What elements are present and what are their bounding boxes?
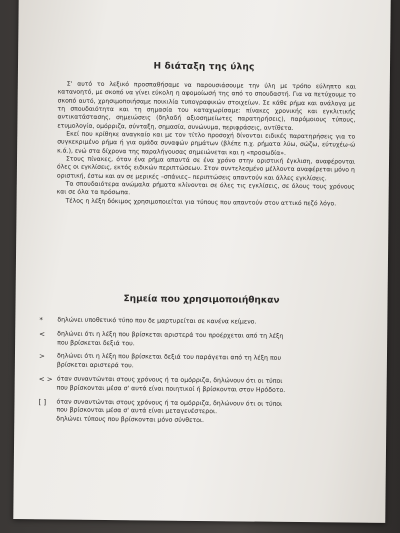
- book-page: [13, 0, 390, 523]
- legend-text: δηλώνει ότι η λέξη που βρίσκεται αριστερά του προέρχεται από τη λέξη: [57, 330, 284, 340]
- legend-symbol: >: [38, 352, 45, 361]
- legend-text: που βρίσκονται μέσα σ' αυτά είναι ποιητικοί ή βρίσκονται στον Ηρόδοτο.: [56, 384, 286, 394]
- legend-item-less-than: [39, 330, 359, 351]
- paragraph-2: Εκεί που κρίθηκε αναγκαίο και με τον τίτλο προσοχή δίνονται ειδικές παρατηρήσεις για το συγκεκριμένο ρήμα ή για ομάδα συναφών ρημάτων (βλέπε π.χ. ρήματα λύω, σώζω, εύτυχέω-ώ κ.ά.), ενώ στα δίχρονα της παραλήγουσας σημειώνεται και η «προσωδία».: [57, 130, 356, 157]
- legend-item-greater-than: [39, 353, 359, 374]
- legend-text: που βρίσκονται μέσα σ' αυτά είναι μεταγενέστεροι.: [56, 406, 218, 416]
- legend-item-angle-brackets: [39, 375, 359, 396]
- legend-item-square-brackets: [38, 398, 358, 427]
- legend-symbol: <: [39, 330, 46, 339]
- legend-symbol: [ ]: [38, 397, 47, 407]
- legend-text: δηλώνει τύπους που βρίσκονται μόνο σύνθετοι.: [56, 415, 205, 425]
- section-title-layout: Η διάταξη της ύλης: [153, 61, 255, 73]
- paragraph-3: Στους πίνακες, όταν ένα ρήμα απαντά σε ένα χρόνο στην οριστική έγκλιση, αναφέρονται όλες οι εγκλίσεις, εκτός ειδικών περιπτώσεων. Στον συντελεσμένο μέλλοντα αναφέρεται μόνο η οριστική, έστω και αν σε μερικές –σπάνιες– περιπτώσεις απαντούν και άλλες εγκλίσεις.: [56, 155, 356, 183]
- paragraph-5: Τέλος η λέξη δόκιμος χρησιμοποιείται για τύπους που απαντούν στον αττικό πεζό λόγο.: [65, 197, 337, 208]
- legend-item-asterisk: [39, 316, 359, 328]
- legend-text: δηλώνει ότι η λέξη που βρίσκεται δεξιά του παράγεται από τη λέξη που: [56, 352, 282, 363]
- layout-description: [57, 80, 356, 208]
- paragraph-4: Τα σπουδαιότερα ανώμαλα ρήματα κλίνονται σε όλες τις εγκλίσεις, σε όλους τους χρόνους και σε όλα τα πρόσωπα.: [56, 180, 355, 197]
- legend-text: που βρίσκεται δεξιά του.: [57, 339, 135, 347]
- legend-symbol: *: [39, 316, 43, 325]
- legend-text: βρίσκεται αριστερά του.: [56, 361, 134, 370]
- legend-symbol: < >: [38, 375, 53, 384]
- legend-text: όταν συναντώνται στους χρόνους ή τα ομόρριζα, δηλώνουν ότι οι τύποι: [56, 398, 283, 408]
- legend-text: όταν συναντώνται στους χρόνους ή τα ομόρριζα, δηλώνουν ότι οι τύποι: [56, 375, 283, 385]
- symbols-legend: [38, 316, 359, 432]
- paragraph-1: Σ' αυτό το λεξικό προσπαθήσαμε να παρουσιάσουμε την ύλη με τρόπο εύληπτο και κατανοητό, με σκοπό να γίνει εύκολη η αφομοίωσή της από το σπουδαστή. Για να πετύχουμε το σκοπό αυτό, χρησιμοποιήσαμε ποικιλία τυπογραφικών στοιχείων. Σε κάθε ρήμα και ανάλογα με τη σπουδαιότητα και τη σημασία του καταχωρίσαμε: πίνακες χρονικής και εγκλιτικής αντικατάστασης, σημειώσεις (δηλαδή αξιοσημείωτες παρατηρήσεις), παρόμοιους τύπους, ετυμολογία, ομόρριζα, σύνταξη, σημασία, συνώνυμα, περιφράσεις, αντίθετα.: [57, 80, 356, 132]
- section-title-symbols: Σημεία που χρησιμοποιήθηκαν: [123, 294, 280, 306]
- legend-text: δηλώνει υποθετικό τύπο που δε μαρτυρείται σε κανένα κείμενο.: [57, 316, 257, 326]
